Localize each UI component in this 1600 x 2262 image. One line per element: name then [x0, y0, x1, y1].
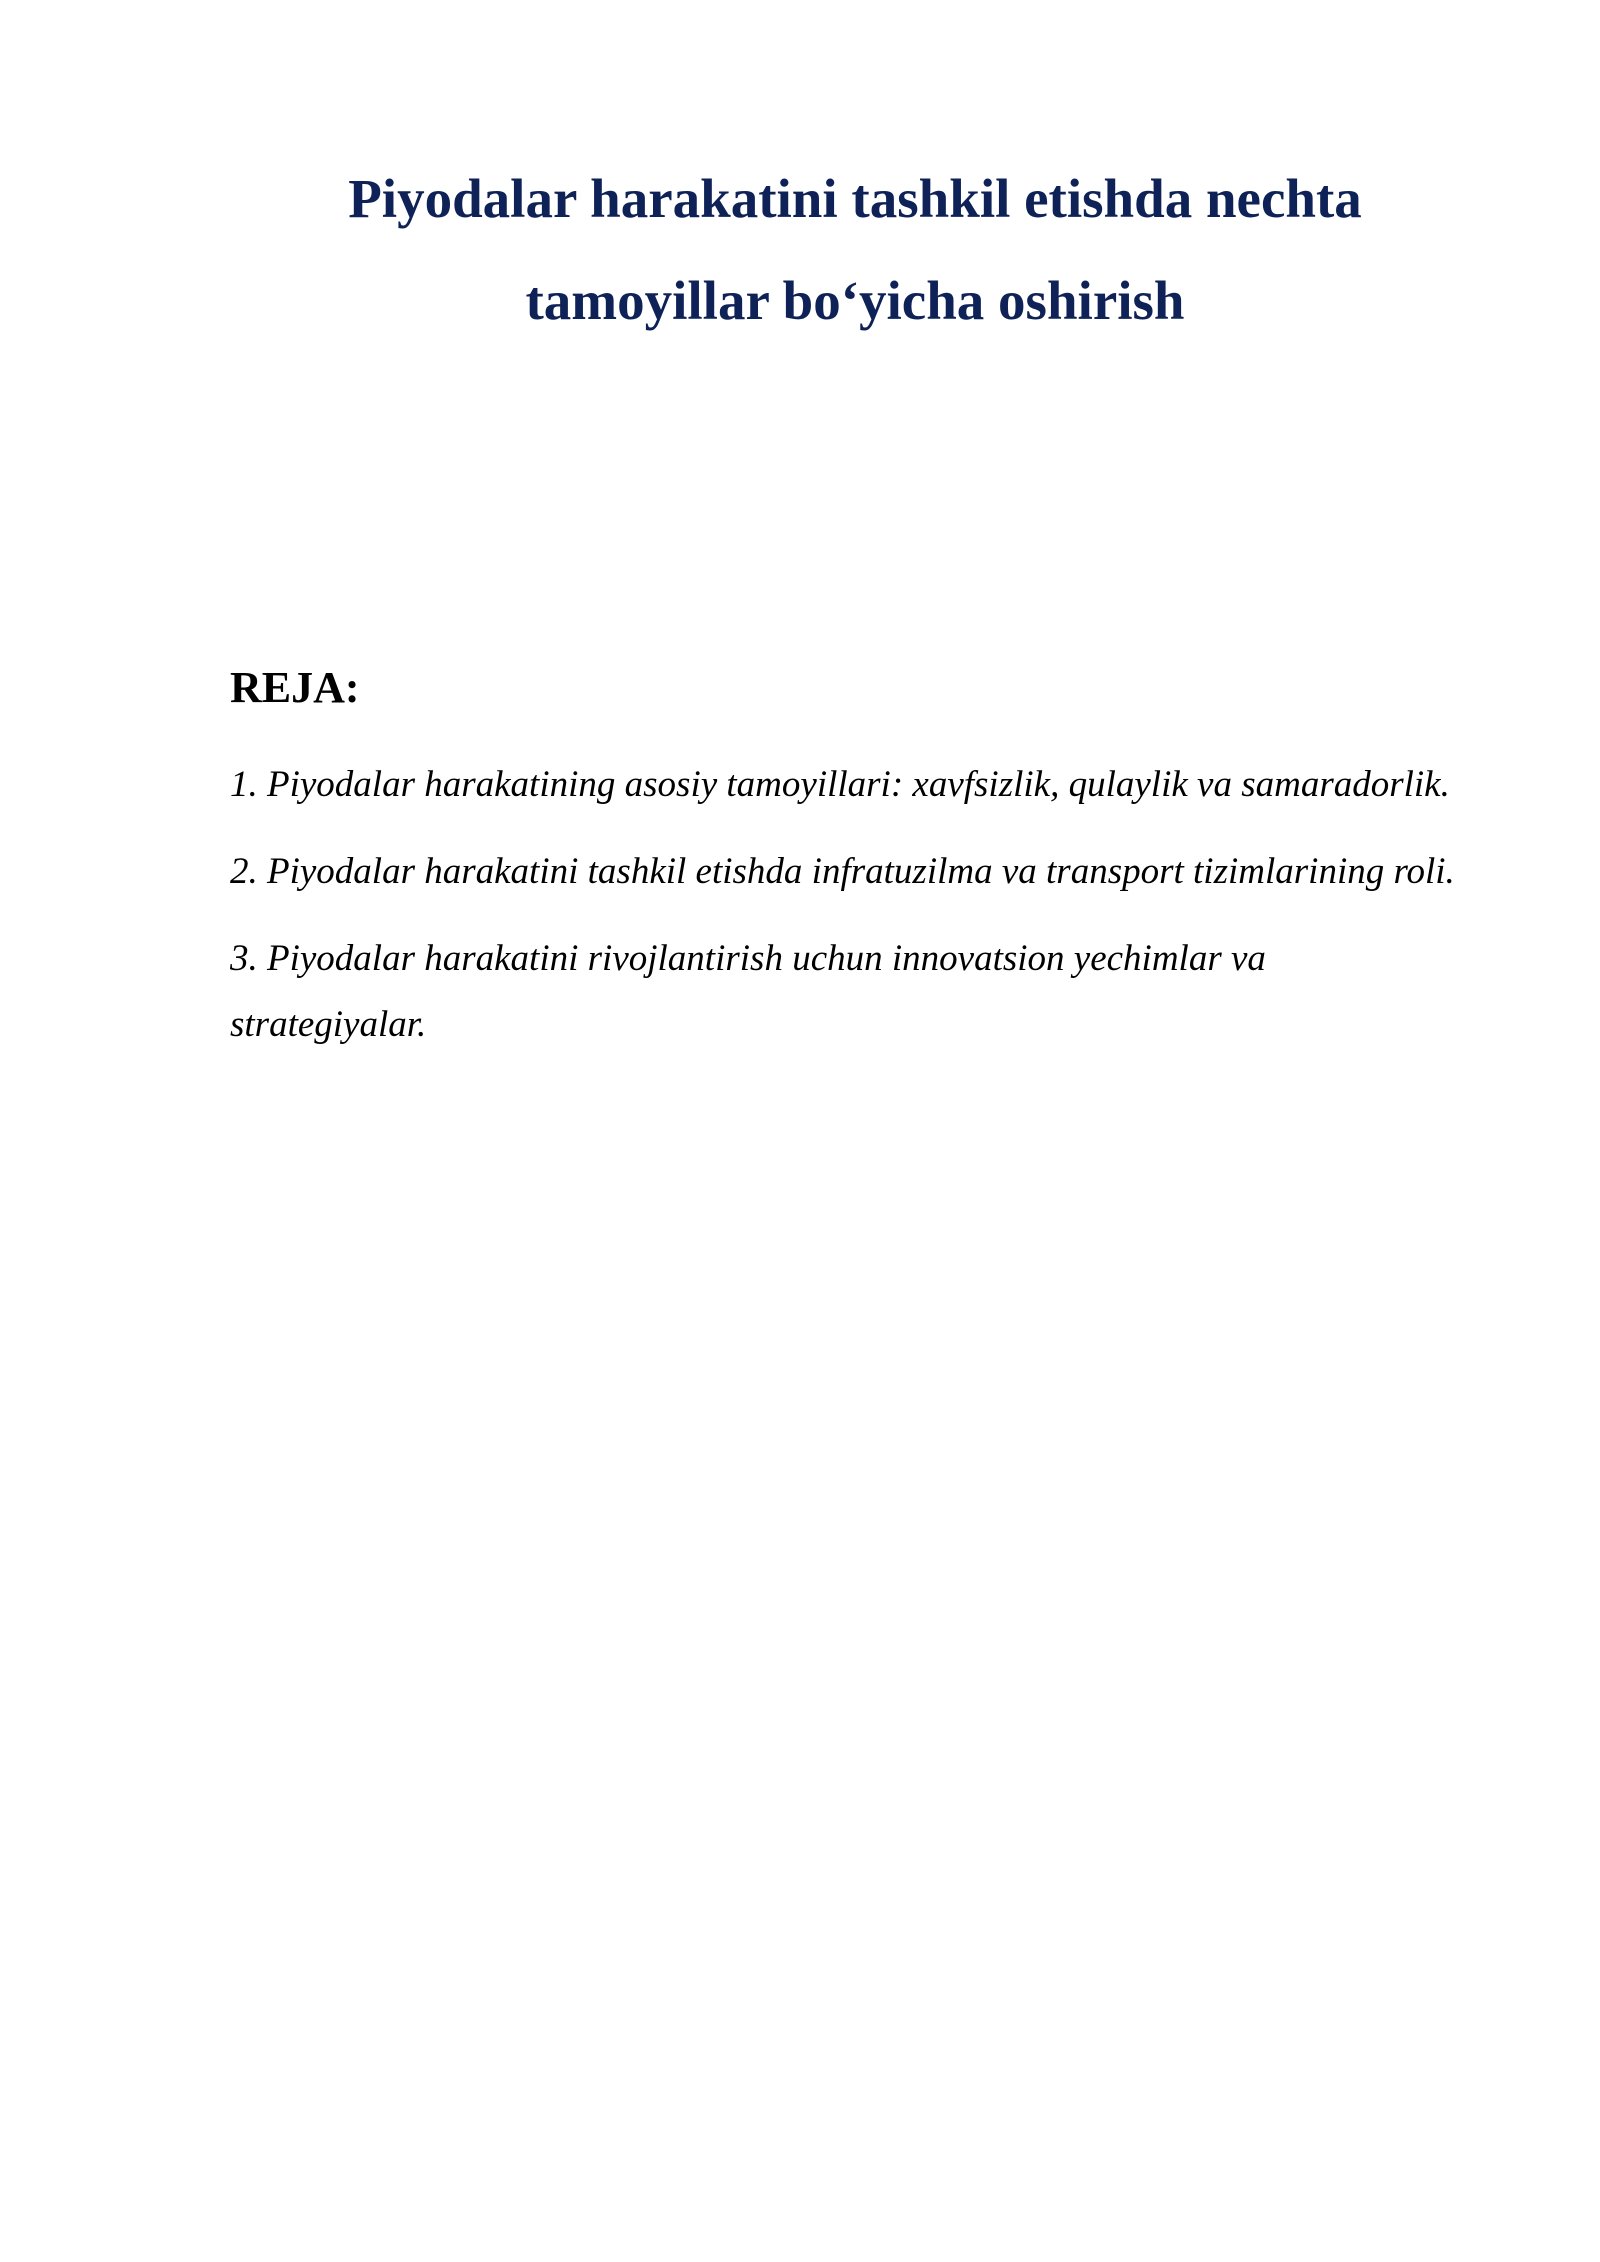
plan-item-3: 3. Piyodalar harakatini rivojlantirish uchun innovatsion yechimlar va strategiyalar.	[230, 938, 1266, 1045]
document-title-line-2: tamoyillar bo‘yicha oshirish	[525, 270, 1185, 331]
plan-item-2: 2. Piyodalar harakatini tashkil etishda infratuzilma va transport tizimlarining roli.	[230, 851, 1455, 892]
plan-list	[230, 752, 1530, 1079]
plan-heading: REJA:	[230, 663, 360, 712]
document-title-line-1: Piyodalar harakatini tashkil etishda nechta	[348, 168, 1362, 229]
document-title	[230, 148, 1480, 352]
plan-item-1: 1. Piyodalar harakatining asosiy tamoyillari: xavfsizlik, qulaylik va samaradorlik.	[230, 764, 1450, 805]
